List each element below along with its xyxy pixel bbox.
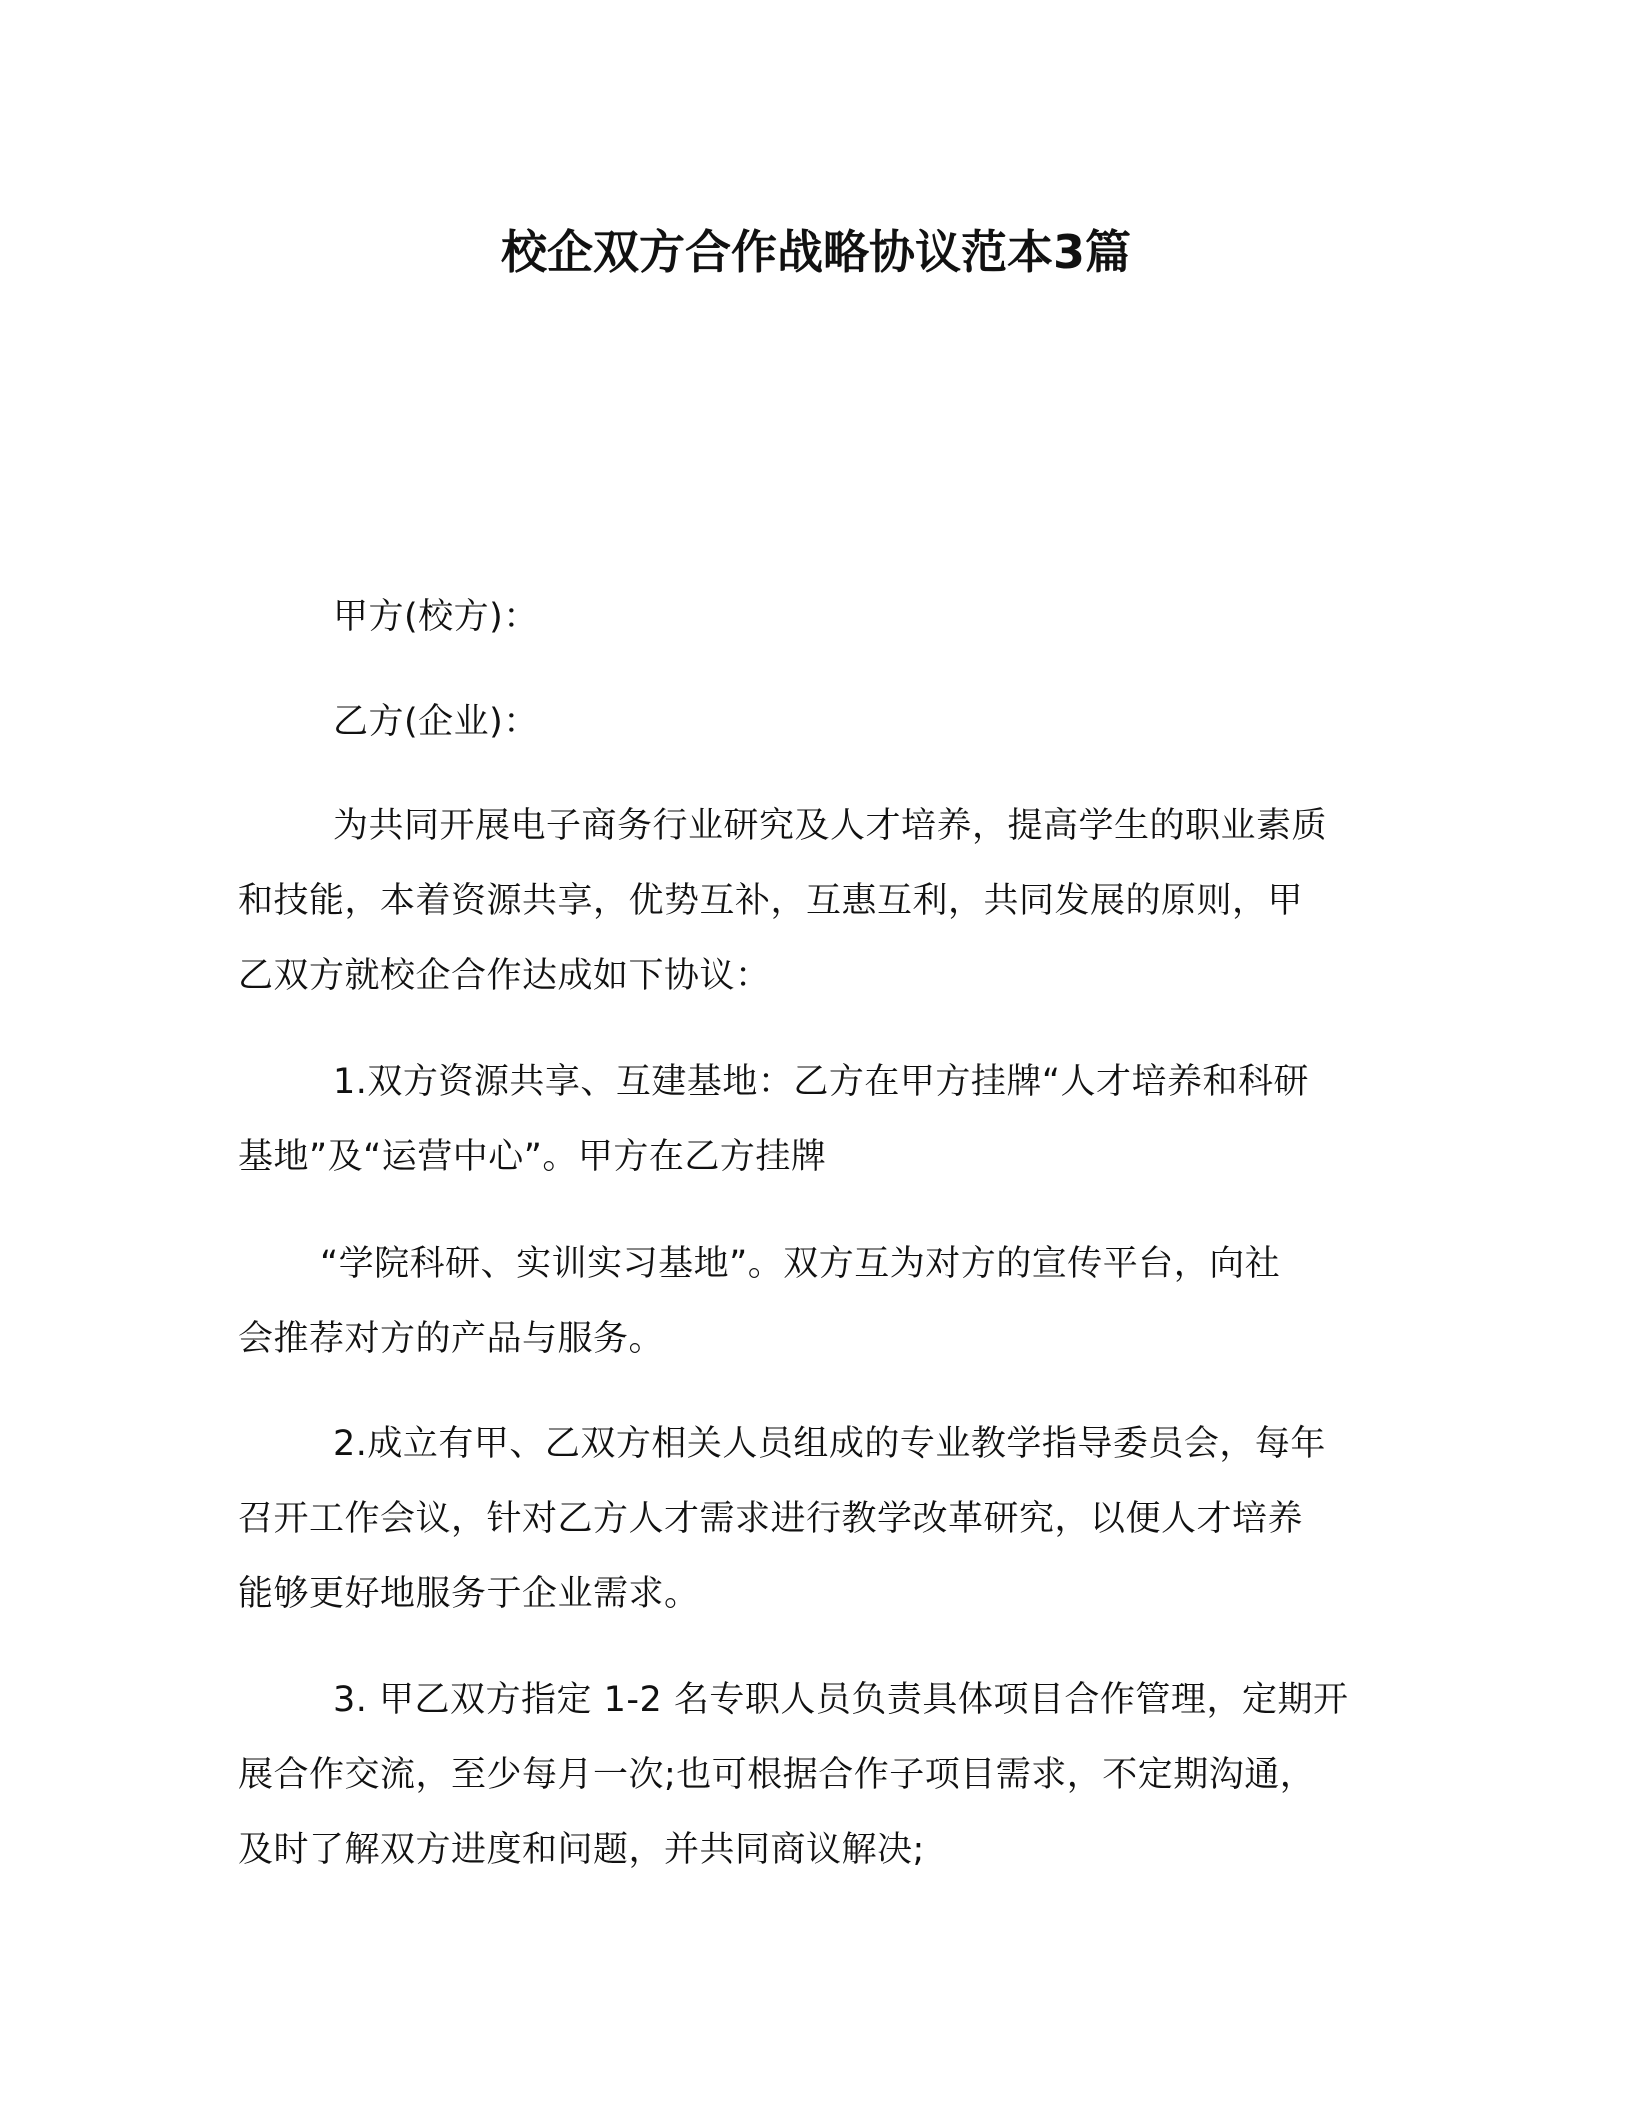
clause-3-line-3: 及时了解双方进度和问题，并共同商议解决; bbox=[238, 1830, 925, 1870]
clause-2-line-1: 2.成立有甲、乙双方相关人员组成的专业教学指导委员会，每年 bbox=[333, 1424, 1326, 1464]
intro-line-3: 乙双方就校企合作达成如下协议： bbox=[238, 956, 771, 996]
party-b-line: 乙方(企业)： bbox=[333, 702, 539, 742]
clause-2-line-3: 能够更好地服务于企业需求。 bbox=[238, 1574, 700, 1614]
clause-1-cont-line-1: “学院科研、实训实习基地”。双方互为对方的宣传平台，向社 bbox=[320, 1244, 1281, 1284]
clause-3-line-2: 展合作交流，至少每月一次;也可根据合作子项目需求，不定期沟通， bbox=[238, 1755, 1316, 1795]
intro-line-1: 为共同开展电子商务行业研究及人才培养，提高学生的职业素质 bbox=[333, 806, 1328, 846]
clause-1-line-1: 1.双方资源共享、互建基地：乙方在甲方挂牌“人才培养和科研 bbox=[333, 1062, 1310, 1102]
clause-3-line-1: 3. 甲乙双方指定 1-2 名专职人员负责具体项目合作管理，定期开 bbox=[333, 1680, 1349, 1720]
party-a-line: 甲方(校方)： bbox=[333, 597, 539, 637]
document-title: 校企双方合作战略协议范本3篇 bbox=[500, 225, 1131, 279]
clause-1-line-2: 基地”及“运营中心”。甲方在乙方挂牌 bbox=[238, 1137, 827, 1177]
intro-line-2: 和技能，本着资源共享，优势互补，互惠互利，共同发展的原则，甲 bbox=[238, 881, 1304, 921]
clause-2-line-2: 召开工作会议，针对乙方人才需求进行教学改革研究，以便人才培养 bbox=[238, 1499, 1304, 1539]
clause-1-cont-line-2: 会推荐对方的产品与服务。 bbox=[238, 1319, 665, 1359]
